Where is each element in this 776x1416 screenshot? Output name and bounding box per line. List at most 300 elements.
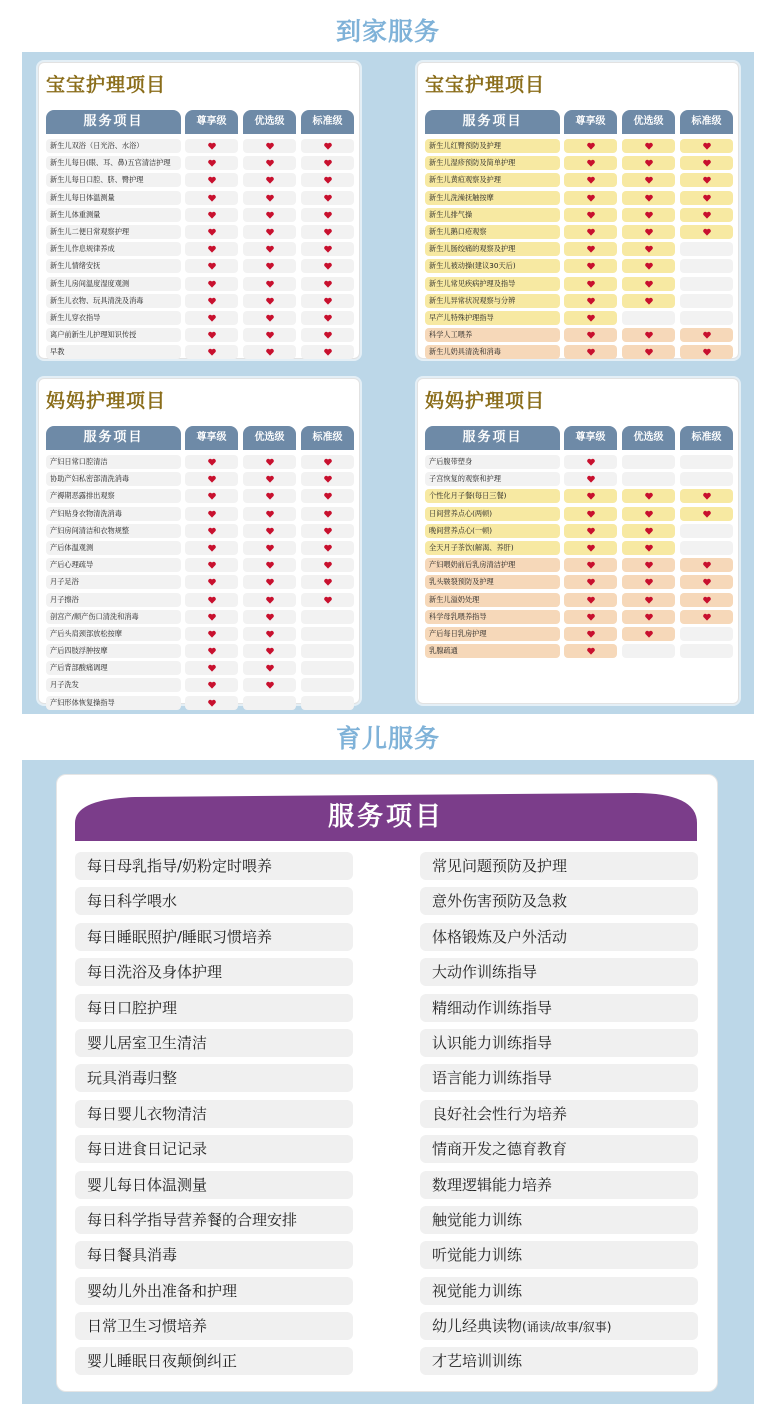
tier-cell (301, 593, 354, 607)
tier-cell (564, 294, 617, 308)
service-item-name: 新生儿穿衣指导 (46, 311, 181, 325)
tier-cell (564, 345, 617, 359)
service-item-name: 新生儿体重测量 (46, 208, 181, 222)
tier-cell (622, 575, 675, 589)
header-preferred: 优选级 (622, 426, 675, 450)
table-row (425, 241, 735, 258)
heart-icon (644, 193, 653, 202)
parenting-service-item (75, 1171, 353, 1199)
table-row (425, 454, 735, 471)
table-header (425, 110, 735, 136)
service-item-name: 月子洗发 (46, 678, 181, 692)
table-row (425, 293, 735, 310)
table-header (425, 426, 735, 452)
parenting-service-item (75, 1277, 353, 1305)
tier-cell (243, 644, 296, 658)
tier-cell (622, 541, 675, 555)
tier-cell (243, 277, 296, 291)
service-item-name: 新生儿肠绞痛的观察及护理 (425, 242, 560, 256)
heart-icon (207, 561, 216, 570)
heart-icon (323, 509, 332, 518)
baby-care-panel-2 (417, 62, 739, 359)
table-row (46, 276, 356, 293)
service-item-name: 产妇房间清洁和衣物规整 (46, 524, 181, 538)
tier-cell (243, 627, 296, 641)
tier-cell (564, 541, 617, 555)
heart-icon (644, 492, 653, 501)
table-header (46, 426, 356, 452)
parenting-service-item (420, 1312, 698, 1340)
service-item-name: 新生儿情绪安抚 (46, 259, 181, 273)
parenting-list-left (75, 852, 353, 1383)
panel-title: 宝宝护理项目 (425, 74, 546, 96)
heart-icon (586, 612, 595, 621)
parenting-service-label: 婴儿每日体温测量 (87, 1175, 208, 1194)
heart-icon (586, 578, 595, 587)
parenting-service-item (75, 958, 353, 986)
tier-cell (680, 328, 733, 342)
table-row (425, 523, 735, 540)
tier-cell (301, 489, 354, 503)
tier-cell (564, 644, 617, 658)
service-item-name: 新生儿双浴（日光浴、水浴） (46, 139, 181, 153)
parenting-service-label: 每日餐具消毒 (87, 1246, 178, 1265)
heart-icon (644, 227, 653, 236)
tier-cell (243, 208, 296, 222)
tier-cell (185, 242, 238, 256)
service-item-name: 产妇贴身衣物清洗消毒 (46, 507, 181, 521)
service-item-name: 协助产妇私密部清洗消毒 (46, 472, 181, 486)
table-row (425, 138, 735, 155)
heart-icon (702, 561, 711, 570)
tier-cell (243, 507, 296, 521)
parenting-service-label: 每日婴儿衣物清洁 (87, 1104, 208, 1123)
tier-cell (680, 345, 733, 359)
tier-cell (243, 225, 296, 239)
parenting-service-label: 每日科学喂水 (87, 892, 178, 911)
tier-cell (680, 541, 733, 555)
heart-icon (323, 526, 332, 535)
tier-cell (301, 678, 354, 692)
tier-cell (680, 472, 733, 486)
heart-icon (265, 578, 274, 587)
tier-cell (680, 489, 733, 503)
tier-cell (622, 472, 675, 486)
tier-cell (301, 139, 354, 153)
table-row (46, 241, 356, 258)
service-item-name: 新生儿常见疾病护理及指导 (425, 277, 560, 291)
heart-icon (207, 142, 216, 151)
parenting-service-label: 数理逻辑能力培养 (432, 1175, 553, 1194)
heart-icon (207, 543, 216, 552)
tier-cell (564, 627, 617, 641)
tier-cell (185, 678, 238, 692)
header-preferred: 优选级 (243, 110, 296, 134)
tier-cell (301, 541, 354, 555)
heart-icon (207, 664, 216, 673)
heart-icon (702, 176, 711, 185)
parenting-service-label: 才艺培训训练 (432, 1352, 523, 1371)
tier-cell (564, 472, 617, 486)
heart-icon (207, 262, 216, 271)
table-row (425, 344, 735, 361)
heart-icon (207, 595, 216, 604)
tier-cell (301, 277, 354, 291)
table-row (46, 626, 356, 643)
tier-cell (564, 173, 617, 187)
table-row (46, 643, 356, 660)
table-row (46, 172, 356, 189)
heart-icon (265, 245, 274, 254)
tier-cell (564, 208, 617, 222)
tier-cell (185, 472, 238, 486)
heart-icon (265, 664, 274, 673)
parenting-service-label: 良好社会性行为培养 (432, 1104, 568, 1123)
heart-icon (323, 193, 332, 202)
table-row (46, 660, 356, 677)
heart-icon (207, 159, 216, 168)
heart-icon (586, 647, 595, 656)
table-row (46, 506, 356, 523)
service-item-name: 新生儿洗澡抚触按摩 (425, 191, 560, 205)
tier-cell (243, 558, 296, 572)
heart-icon (265, 595, 274, 604)
tier-cell (622, 610, 675, 624)
service-item-name: 产褥期恶露排出观察 (46, 489, 181, 503)
heart-icon (586, 331, 595, 340)
heart-icon (265, 279, 274, 288)
service-item-name: 新生儿异常状况观察与分辨 (425, 294, 560, 308)
parenting-service-label: 语言能力训练指导 (432, 1069, 553, 1088)
tier-cell (680, 225, 733, 239)
heart-icon (323, 176, 332, 185)
table-row (425, 172, 735, 189)
table-row (46, 454, 356, 471)
tier-cell (185, 610, 238, 624)
table-body (46, 454, 356, 712)
heart-icon (265, 681, 274, 690)
tier-cell (680, 558, 733, 572)
mom-care-panel-2 (417, 378, 739, 704)
service-item-name: 新生儿溢奶处理 (425, 593, 560, 607)
heart-icon (586, 176, 595, 185)
tier-cell (564, 259, 617, 273)
table-row (46, 293, 356, 310)
table-row (46, 138, 356, 155)
heart-icon (265, 193, 274, 202)
tier-cell (680, 644, 733, 658)
header-standard: 标准级 (301, 426, 354, 450)
parenting-service-item (420, 1347, 698, 1375)
tier-cell (564, 225, 617, 239)
heart-icon (207, 227, 216, 236)
tier-cell (680, 507, 733, 521)
heart-icon (265, 612, 274, 621)
parenting-service-item (420, 1064, 698, 1092)
table-body (46, 138, 356, 361)
parenting-service-label: 大动作训练指导 (432, 963, 538, 982)
mom-care-panel-1 (38, 378, 360, 707)
tier-cell (622, 242, 675, 256)
heart-icon (702, 612, 711, 621)
heart-icon (702, 348, 711, 357)
tier-cell (185, 225, 238, 239)
table-row (425, 643, 735, 660)
parenting-service-item (420, 1206, 698, 1234)
parenting-service-item (75, 923, 353, 951)
table-row (46, 574, 356, 591)
panel-title: 妈妈护理项目 (46, 390, 167, 412)
parenting-service-label: 情商开发之德育教育 (432, 1140, 568, 1159)
heart-icon (702, 509, 711, 518)
tier-cell (185, 294, 238, 308)
parenting-service-label: 日常卫生习惯培养 (87, 1317, 208, 1336)
tier-cell (301, 311, 354, 325)
tier-cell (243, 173, 296, 187)
tier-cell (680, 139, 733, 153)
heart-icon (265, 296, 274, 305)
parenting-service-item (75, 994, 353, 1022)
tier-cell (301, 191, 354, 205)
parenting-list-right (420, 852, 698, 1383)
tier-cell (622, 627, 675, 641)
table-row (46, 224, 356, 241)
service-item-name: 乳头皲裂预防及护理 (425, 575, 560, 589)
heart-icon (323, 561, 332, 570)
tier-cell (564, 524, 617, 538)
tier-cell (185, 139, 238, 153)
heart-icon (265, 159, 274, 168)
parenting-service-item (420, 1100, 698, 1128)
service-item-name: 新生儿黄疸观察及护理 (425, 173, 560, 187)
service-item-name: 产后四肢浮肿按摩 (46, 644, 181, 658)
tier-cell (680, 311, 733, 325)
tier-cell (243, 156, 296, 170)
service-item-name: 剖宫产/顺产伤口清洗和消毒 (46, 610, 181, 624)
tier-cell (301, 328, 354, 342)
heart-icon (265, 509, 274, 518)
tier-cell (301, 208, 354, 222)
tier-cell (185, 328, 238, 342)
heart-icon (265, 348, 274, 357)
heart-icon (586, 595, 595, 604)
tier-cell (622, 259, 675, 273)
header-premium: 尊享级 (185, 426, 238, 450)
heart-icon (207, 348, 216, 357)
heart-icon (323, 543, 332, 552)
heart-icon (323, 475, 332, 484)
table-row (425, 207, 735, 224)
parenting-service-item (420, 1277, 698, 1305)
table-row (46, 609, 356, 626)
table-row (46, 190, 356, 207)
service-item-name: 新生儿排气操 (425, 208, 560, 222)
table-row (425, 471, 735, 488)
parenting-service-label: 婴幼儿外出准备和护理 (87, 1281, 238, 1300)
table-row (425, 276, 735, 293)
tier-cell (680, 277, 733, 291)
service-item-name: 产后头肩颈部放松按摩 (46, 627, 181, 641)
heart-icon (323, 227, 332, 236)
heart-icon (586, 629, 595, 638)
tier-cell (185, 507, 238, 521)
tier-cell (622, 173, 675, 187)
table-row (46, 523, 356, 540)
heart-icon (207, 210, 216, 219)
parenting-service-item (75, 852, 353, 880)
tier-cell (243, 328, 296, 342)
heart-icon (207, 296, 216, 305)
tier-cell (680, 455, 733, 469)
parenting-service-item (75, 1206, 353, 1234)
tier-cell (622, 191, 675, 205)
tier-cell (622, 489, 675, 503)
service-item-name: 新生儿房间温度湿度观测 (46, 277, 181, 291)
table-row (46, 471, 356, 488)
heart-icon (323, 348, 332, 357)
heart-icon (265, 526, 274, 535)
parenting-service-label: 每日口腔护理 (87, 998, 178, 1017)
header-premium: 尊享级 (564, 110, 617, 134)
heart-icon (644, 612, 653, 621)
tier-cell (564, 610, 617, 624)
parenting-service-label: 常见问题预防及护理 (432, 857, 568, 875)
service-item-name: 月子足浴 (46, 575, 181, 589)
service-item-name: 新生儿红臀预防及护理 (425, 139, 560, 153)
tier-cell (301, 696, 354, 710)
tier-cell (301, 455, 354, 469)
heart-icon (265, 210, 274, 219)
tier-cell (243, 242, 296, 256)
tier-cell (622, 328, 675, 342)
tier-cell (564, 139, 617, 153)
tier-cell (243, 489, 296, 503)
heart-icon (644, 348, 653, 357)
heart-icon (644, 543, 653, 552)
tier-cell (243, 139, 296, 153)
tier-cell (185, 489, 238, 503)
heart-icon (702, 595, 711, 604)
table-row (425, 557, 735, 574)
service-item-name: 科学人工喂养 (425, 328, 560, 342)
table-body (425, 138, 735, 361)
tier-cell (243, 593, 296, 607)
parenting-service-item (75, 1064, 353, 1092)
table-row (46, 557, 356, 574)
heart-icon (207, 578, 216, 587)
service-item-name: 科学母乳喂养指导 (425, 610, 560, 624)
heart-icon (644, 245, 653, 254)
heart-icon (265, 142, 274, 151)
heart-icon (702, 578, 711, 587)
parenting-service-label: 幼儿经典读物 (432, 1317, 523, 1336)
tier-cell (680, 575, 733, 589)
service-item-name: 日间营养点心(两顿) (425, 507, 560, 521)
tier-cell (185, 455, 238, 469)
tier-cell (680, 156, 733, 170)
heart-icon (644, 526, 653, 535)
table-row (46, 592, 356, 609)
heart-icon (207, 698, 216, 707)
heart-icon (323, 296, 332, 305)
service-item-name: 新生儿作息规律养成 (46, 242, 181, 256)
header-standard: 标准级 (301, 110, 354, 134)
service-item-name: 新生儿每日口腔、脐、臀护理 (46, 173, 181, 187)
tier-cell (622, 345, 675, 359)
parenting-service-item (420, 994, 698, 1022)
heart-icon (586, 475, 595, 484)
heart-icon (265, 475, 274, 484)
parenting-service-item (75, 1100, 353, 1128)
heart-icon (265, 647, 274, 656)
service-item-name: 新生儿每日(眼、耳、鼻)五官清洁护理 (46, 156, 181, 170)
tier-cell (622, 277, 675, 291)
table-row (46, 310, 356, 327)
tier-cell (185, 558, 238, 572)
heart-icon (644, 279, 653, 288)
heart-icon (586, 296, 595, 305)
table-row (46, 488, 356, 505)
tier-cell (243, 191, 296, 205)
table-row (425, 190, 735, 207)
baby-care-panel-1 (38, 62, 360, 359)
heart-icon (265, 313, 274, 322)
tier-cell (185, 644, 238, 658)
heart-icon (586, 348, 595, 357)
service-item-name: 新生儿奶具清洗和消毒 (425, 345, 560, 359)
heart-icon (265, 629, 274, 638)
tier-cell (243, 524, 296, 538)
parenting-service-item (420, 1029, 698, 1057)
tier-cell (243, 472, 296, 486)
heart-icon (265, 262, 274, 271)
tier-cell (622, 524, 675, 538)
tier-cell (564, 191, 617, 205)
heart-icon (207, 458, 216, 467)
heart-icon (586, 159, 595, 168)
table-header (46, 110, 356, 136)
header-premium: 尊享级 (185, 110, 238, 134)
header-service-items: 服务项目 (425, 110, 560, 134)
table-row (46, 258, 356, 275)
heart-icon (644, 159, 653, 168)
parenting-service-label: 每日洗浴及身体护理 (87, 963, 223, 982)
table-row (46, 695, 356, 712)
heart-icon (702, 159, 711, 168)
parenting-service-item (75, 1347, 353, 1375)
tier-cell (301, 661, 354, 675)
header-preferred: 优选级 (243, 426, 296, 450)
heart-icon (323, 492, 332, 501)
parenting-service-label: 每日母乳指导/奶粉定时喂养 (87, 857, 273, 875)
service-item-name: 新生儿二便日常观察护理 (46, 225, 181, 239)
heart-icon (265, 458, 274, 467)
parenting-service-label: 每日进食日记记录 (87, 1140, 208, 1159)
table-row (46, 344, 356, 361)
heart-icon (644, 629, 653, 638)
table-row (425, 626, 735, 643)
heart-icon (586, 458, 595, 467)
service-item-name: 全天月子茶饮(解渴、养肝) (425, 541, 560, 555)
heart-icon (207, 313, 216, 322)
heart-icon (644, 210, 653, 219)
header-service-items: 服务项目 (425, 426, 560, 450)
tier-cell (185, 277, 238, 291)
heart-icon (265, 176, 274, 185)
service-item-name: 产后背部酸痛调理 (46, 661, 181, 675)
heart-icon (644, 331, 653, 340)
service-item-name: 新生儿湿疹预防及简单护理 (425, 156, 560, 170)
